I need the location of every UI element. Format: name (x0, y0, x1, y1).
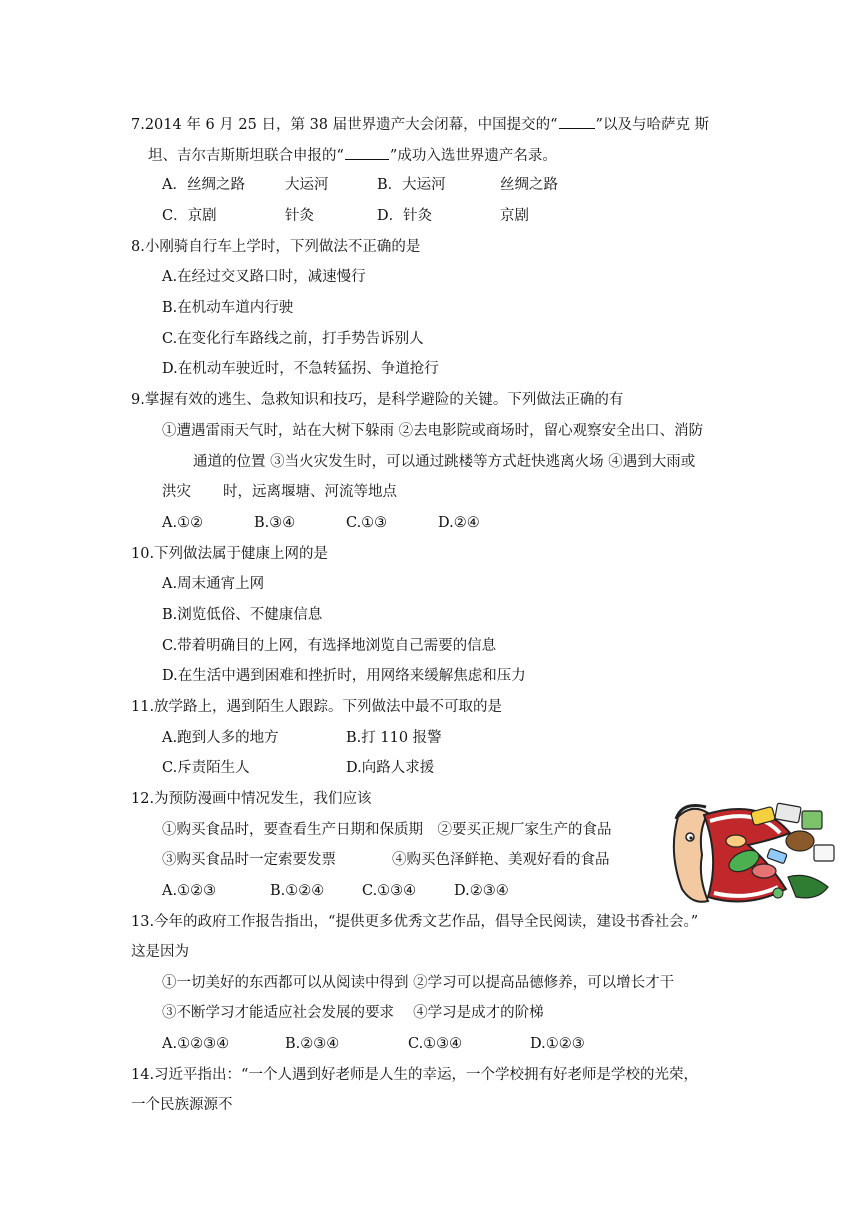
q11-option-d: D.向路人求援 (346, 760, 435, 776)
q12-option-a: A.①②③ (162, 883, 217, 899)
q8-option-c: C.在变化行车路线之前，打手势告诉别人 (162, 331, 424, 347)
q11-option-c: C.斥责陌生人 (162, 760, 250, 776)
q8-option-a: A.在经过交叉路口时，减速慢行 (162, 269, 366, 285)
q9-statement-line1: ①遭遇雷雨天气时，站在大树下躲雨 ②去电影院或商场时，留心观察安全出口、消防 (162, 423, 704, 439)
q9-option-d: D.②④ (438, 515, 480, 531)
q12-stem: 12.为预防漫画中情况发生，我们应该 (131, 791, 372, 807)
q9-option-c: C.①③ (346, 515, 388, 531)
q14-stem-line1: 14.习近平指出：“一个人遇到好老师是人生的幸运，一个学校拥有好老师是学校的光荣， (131, 1067, 698, 1083)
q13-statement-line2: ③不断学习才能适应社会发展的要求 ④学习是成才的阶梯 (162, 1005, 544, 1021)
q9-statement-line3a: 洪灾 (162, 484, 191, 500)
q7-option-b-word: 丝绸之路 (500, 177, 558, 193)
q7-option-d-word: 京剧 (500, 208, 529, 224)
q7-stem-line1: 7.2014 年 6 月 25 日，第 38 届世界遗产大会闭幕，中国提交的“ ”以及与哈萨克 斯 (131, 114, 709, 135)
q9-statement-line2: 通道的位置 ③当火灾发生时，可以通过跳楼等方式赶快逃离火场 ④遇到大雨或 (193, 454, 696, 470)
q13-option-b: B.②③④ (285, 1036, 340, 1052)
q11-option-b: B.打 110 报警 (346, 730, 442, 746)
q11-stem: 11.放学路上，遇到陌生人跟踪。下列做法中最不可取的是 (131, 699, 503, 715)
q8-option-d: D.在机动车驶近时，不急转猛拐、争道抢行 (162, 361, 439, 377)
q10-option-c: C.带着明确目的上网，有选择地浏览自己需要的信息 (162, 638, 497, 654)
q7-option-c-word: 针灸 (285, 208, 314, 224)
q12-statement-line2b: ④购买色泽鲜艳、美观好看的食品 (392, 852, 610, 868)
q8-option-b: B.在机动车道内行驶 (162, 300, 294, 316)
q7-option-a: A．丝绸之路 (162, 177, 245, 193)
q10-option-a: A.周末通宵上网 (162, 576, 265, 592)
q13-stem-line1: 13.今年的政府工作报告指出，“提供更多优秀文艺作品，倡导全民阅读，建设书香社会。” (131, 914, 699, 930)
q13-option-d: D.①②③ (530, 1036, 585, 1052)
junk-food-cartoon-icon (668, 797, 840, 911)
q13-stem-line2: 这是因为 (131, 944, 189, 960)
q7-stem-line2: 坦、吉尔吉斯斯坦联合申报的“ ”成功入选世界遗产名录。 (148, 145, 557, 166)
q7-option-b: B．大运河 (377, 177, 446, 193)
q14-stem-line2: 一个民族源源不 (131, 1097, 233, 1113)
q12-statement-line2a: ③购买食品时一定索要发票 (162, 852, 336, 868)
q10-option-b: B.浏览低俗、不健康信息 (162, 607, 323, 623)
q7-option-d: D．针灸 (377, 208, 433, 224)
q10-stem: 10.下列做法属于健康上网的是 (131, 546, 329, 562)
q7-option-a-word: 大运河 (285, 177, 329, 193)
q9-option-a: A.①② (162, 515, 204, 531)
q11-option-a: A.跑到人多的地方 (162, 730, 279, 746)
q13-statement-line1: ①一切美好的东西都可以从阅读中得到 ②学习可以提高品德修养，可以增长才干 (162, 975, 675, 991)
q12-statement-line1: ①购买食品时，要查看生产日期和保质期 ②要买正规厂家生产的食品 (162, 822, 612, 838)
q12-option-c: C.①③④ (362, 883, 417, 899)
q12-option-d: D.②③④ (454, 883, 509, 899)
q12-option-b: B.①②④ (270, 883, 325, 899)
q7-option-c: C．京剧 (162, 208, 217, 224)
answer-blank (559, 114, 595, 129)
q8-stem: 8.小刚骑自行车上学时，下列做法不正确的是 (131, 239, 421, 255)
q13-option-c: C.①③④ (408, 1036, 463, 1052)
q9-statement-line3b: 时，远离堰塘、河流等地点 (223, 484, 397, 500)
answer-blank (345, 145, 389, 160)
q9-option-b: B.③④ (254, 515, 296, 531)
q10-option-d: D.在生活中遇到困难和挫折时，用网络来缓解焦虑和压力 (162, 668, 526, 684)
q9-stem: 9.掌握有效的逃生、急救知识和技巧，是科学避险的关键。下列做法正确的有 (131, 392, 624, 408)
q13-option-a: A.①②③④ (162, 1036, 230, 1052)
